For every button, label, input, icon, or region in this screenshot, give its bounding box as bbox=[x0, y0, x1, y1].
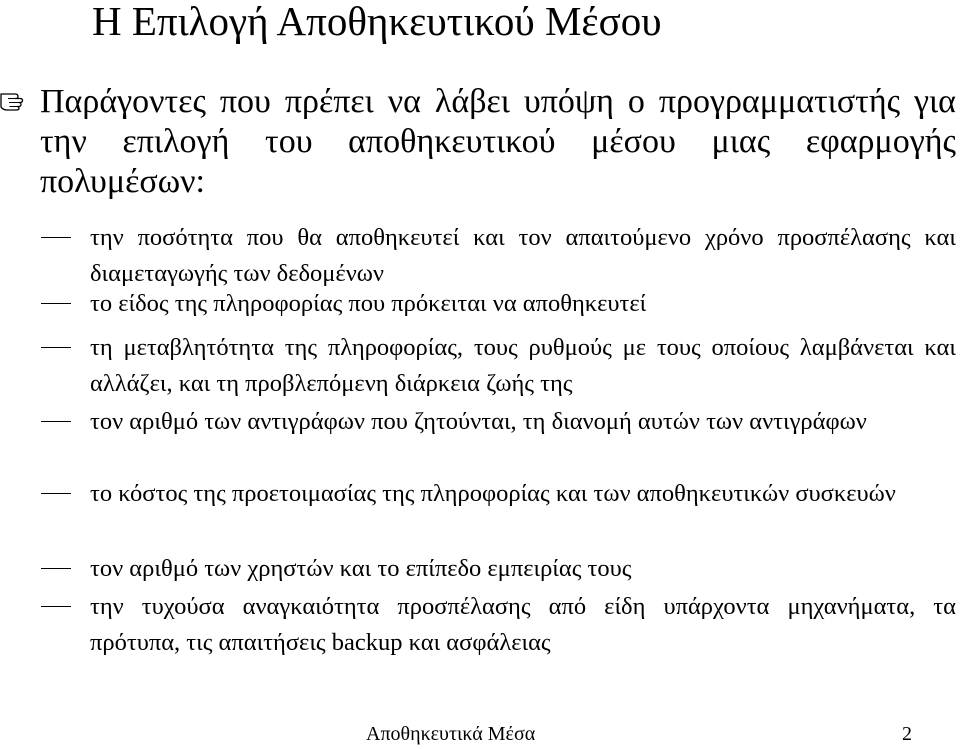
page-number: 2 bbox=[902, 723, 912, 745]
dash-bullet bbox=[41, 421, 71, 422]
main-bullet-text: Παράγοντες που πρέπει να λάβει υπόψη ο προγραμματιστής για την επιλογή του αποθηκευτικού μέσου μιας εφαρμογής πολυμέσων: bbox=[40, 83, 956, 200]
list-item-text: τον αριθμό των αντιγράφων που ζητούνται, τη διανομή αυτών των αντιγράφων bbox=[90, 408, 867, 435]
dash-bullet bbox=[41, 568, 71, 569]
list-item-text: την τυχούσα αναγκαιότητα προσπέλασης από είδη υπάρχοντα μηχανήματα, τα πρότυπα, τις απαιτήσεις backup και ασφάλειας bbox=[90, 593, 956, 656]
dash-bullet bbox=[41, 493, 71, 494]
list-item-text: τη μεταβλητότητα της πληροφορίας, τους ρυθμούς με τους οποίους λαμβάνεται και αλλάζει, και τη προβλεπόμενη διάρκεια ζωής της bbox=[90, 334, 956, 397]
footer-label: Αποθηκευτικά Μέσα bbox=[366, 723, 536, 745]
list-item-text: την ποσότητα που θα αποθηκευτεί και τον απαιτούμενο χρόνο προσπέλασης και διαμεταγωγής των δεδομένων bbox=[90, 224, 956, 287]
list-item-text: το κόστος της προετοιμασίας της πληροφορίας και των αποθηκευτικών συσκευών bbox=[90, 480, 896, 507]
list-item-text: το είδος της πληροφορίας που πρόκειται να αποθηκευτεί bbox=[90, 290, 647, 317]
list-item-text: τον αριθμό των χρηστών και το επίπεδο εμπειρίας τους bbox=[90, 555, 632, 582]
dash-bullet bbox=[41, 237, 71, 238]
slide-title: Η Επιλογή Αποθηκευτικού Μέσου bbox=[92, 0, 662, 44]
dash-bullet bbox=[41, 303, 71, 304]
dash-bullet bbox=[41, 606, 71, 607]
dash-bullet bbox=[41, 347, 71, 348]
